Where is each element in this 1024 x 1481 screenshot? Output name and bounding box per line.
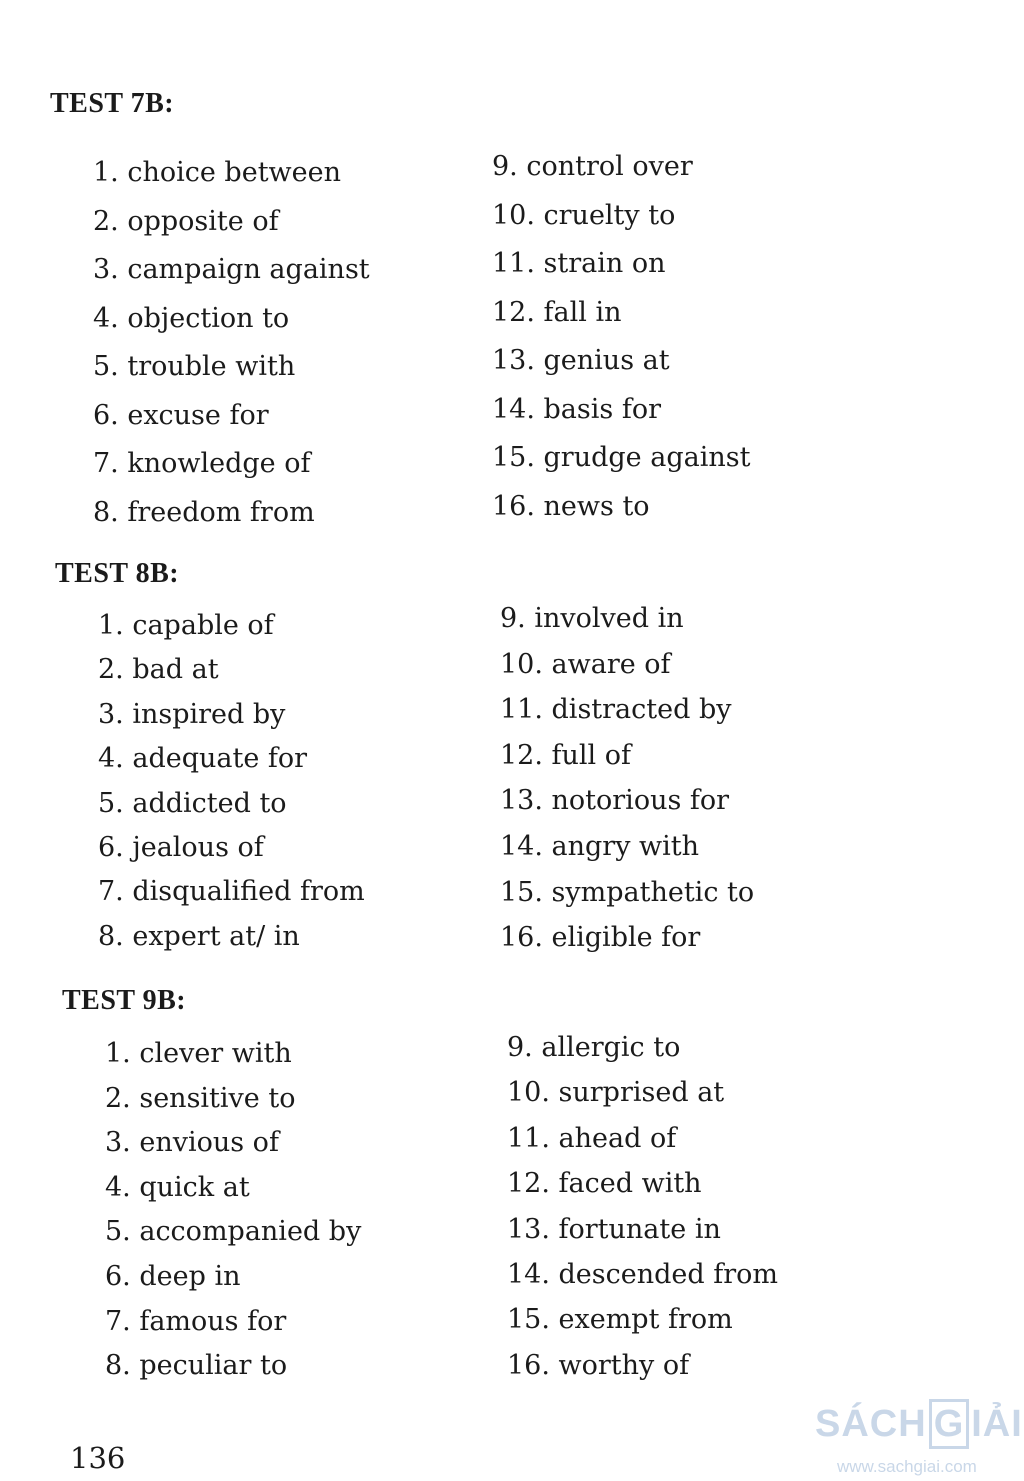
answer-item: 11. strain on: [492, 248, 666, 279]
answer-list-test-9b-left: [105, 1040, 361, 1397]
section-heading-test-9b: TEST 9B:: [62, 985, 187, 1016]
answer-item: 15. grudge against: [492, 442, 751, 473]
answer-item: 13. genius at: [492, 345, 670, 376]
answer-item: 15. exempt from: [507, 1304, 733, 1336]
answer-item: 8. peculiar to: [105, 1350, 288, 1382]
page-number: 136: [70, 1441, 126, 1475]
answer-item: 2. opposite of: [93, 205, 279, 237]
answer-item: 13. fortunate in: [507, 1213, 721, 1245]
answer-list-test-7b-left: [93, 159, 370, 547]
answer-item: 3. envious of: [105, 1127, 279, 1159]
answer-item: 9. control over: [492, 151, 693, 182]
answer-item: 8. expert at/ in: [98, 920, 300, 952]
answer-item: 8. freedom from: [93, 496, 315, 528]
answer-item: 11. distracted by: [500, 694, 732, 726]
answer-item: 12. full of: [500, 739, 632, 771]
answer-item: 7. famous for: [105, 1305, 287, 1337]
answer-list-test-8b-left: [98, 612, 365, 967]
watermark-logo: [815, 1385, 1024, 1481]
answer-item: 1. capable of: [98, 610, 274, 641]
watermark-url: www.sachgiai.com: [837, 1457, 977, 1476]
answer-item: 1. clever with: [105, 1038, 292, 1069]
answer-item: 7. knowledge of: [93, 448, 311, 479]
answer-item: 12. fall in: [492, 296, 622, 328]
answer-item: 14. angry with: [500, 830, 700, 862]
answer-item: 10. surprised at: [507, 1077, 725, 1109]
answer-list-test-9b-right: [507, 1034, 778, 1397]
answer-item: 11. ahead of: [507, 1122, 677, 1154]
answer-item: 10. aware of: [500, 648, 671, 680]
answer-item: 2. bad at: [98, 654, 219, 686]
answer-item: 16. worthy of: [507, 1349, 690, 1381]
answer-item: 2. sensitive to: [105, 1082, 296, 1114]
answer-list-test-8b-right: [500, 605, 754, 970]
answer-list-test-7b-right: [492, 153, 750, 541]
answer-item: 5. addicted to: [98, 787, 287, 819]
answer-item: 10. cruelty to: [492, 199, 676, 231]
answer-item: 9. involved in: [500, 603, 684, 634]
answer-item: 4. adequate for: [98, 743, 308, 775]
answer-item: 16. eligible for: [500, 922, 701, 954]
answer-item: 5. accompanied by: [105, 1216, 362, 1248]
answer-item: 5. trouble with: [93, 351, 296, 382]
answer-item: 9. allergic to: [507, 1032, 681, 1063]
answer-item: 7. disqualified from: [98, 876, 365, 908]
answer-item: 15. sympathetic to: [500, 876, 755, 908]
answer-item: 1. choice between: [93, 157, 341, 188]
watermark-logo-text: [815, 1399, 1023, 1449]
answer-item: 14. descended from: [507, 1258, 779, 1290]
answer-item: 6. jealous of: [98, 831, 264, 863]
watermark-logo-prefix: SÁCH: [815, 1403, 927, 1445]
answer-item: 12. faced with: [507, 1168, 702, 1200]
answer-item: 4. objection to: [93, 302, 290, 334]
answer-item: 3. inspired by: [98, 698, 286, 730]
answer-item: 14. basis for: [492, 393, 661, 425]
watermark-logo-suffix: IẢI: [971, 1403, 1023, 1445]
answer-item: 6. excuse for: [93, 399, 269, 431]
answer-item: 4. quick at: [105, 1171, 250, 1203]
answer-item: 6. deep in: [105, 1260, 241, 1292]
section-heading-test-8b: TEST 8B:: [55, 558, 180, 589]
answer-item: 3. campaign against: [93, 254, 370, 285]
section-heading-test-7b: TEST 7B:: [50, 88, 175, 119]
answer-item: 16. news to: [492, 490, 650, 522]
watermark-logo-box: G: [929, 1399, 970, 1449]
answer-item: 13. notorious for: [500, 785, 730, 817]
